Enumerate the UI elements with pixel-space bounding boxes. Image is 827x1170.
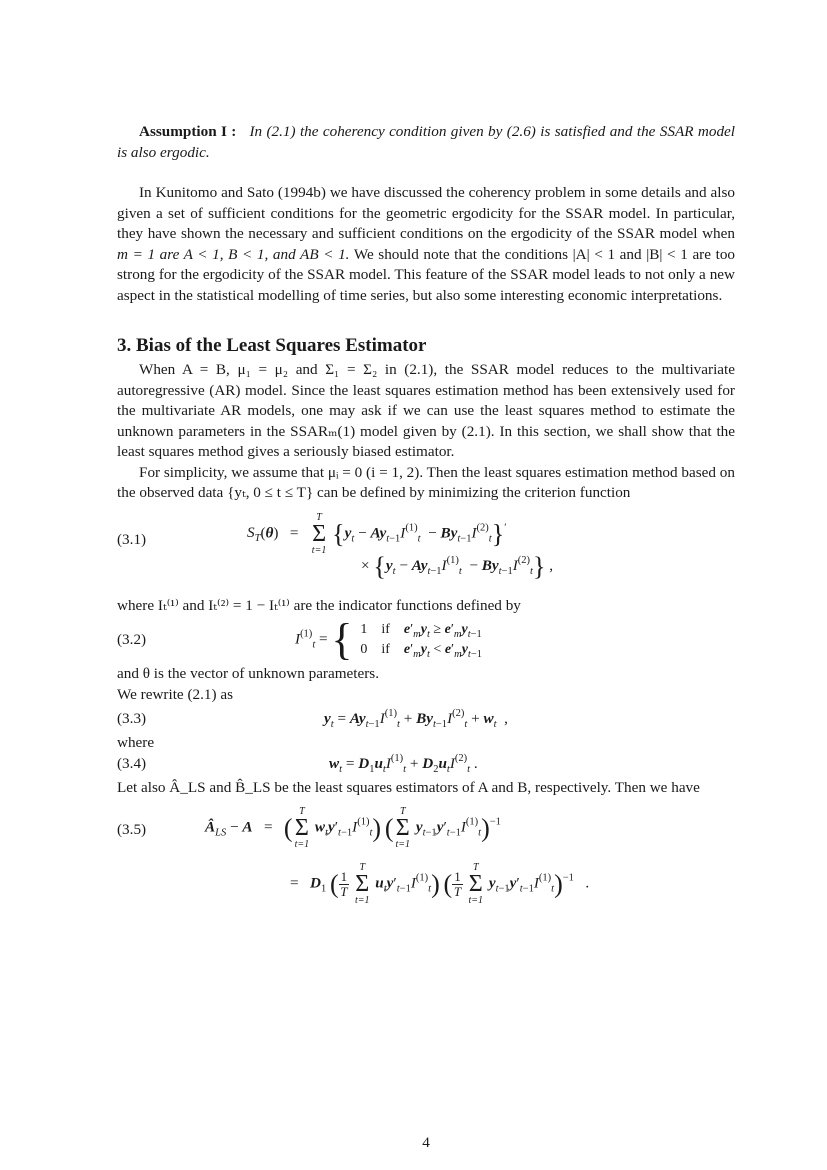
ls-bias-line2: = $D_1$ ( $\frac{1}{T}$ T Σ t=1 $u_ty'_{t-1}I^{(1)}_t$) ( $\frac{1}{T}$ T Σ t=1 $y_{t-1}y'_{t-1}I^{(1)}_t)^{-1}$ . xyxy=(290,862,590,906)
indicator-definition: $I^{(1)}_t$ = { 1 if $e'_my_t \ge e'_my_{t-1}$ 0 if $e'_my_t < e'_my_{t-1}$ xyxy=(295,615,482,664)
kunitomo-text-1: In Kunitomo and Sato (1994b) we have discussed the coherency problem in some details and also given a set of sufficient conditions for the geometric ergodicity for the SSAR model. In particular, they have shown the necessary and sufficient conditions on the ergodicity of the SSAR model when xyxy=(117,184,735,242)
ergodicity-conditions: m = 1 are A < 1, B < 1, and AB < 1. xyxy=(117,245,350,263)
where-sentence: where xyxy=(117,734,155,751)
criterion-function-line2: × $\{y_t - Ay_{t-1}I^{(1)}_t - By_{t-1}I^{(2)}_t\}$ , xyxy=(361,551,554,581)
equation-number: (3.4) xyxy=(117,754,147,772)
assumption-text: In (2.1) the coherency condition given by (2.6) is satisfied and the SSAR model is also ergodic. xyxy=(117,123,736,161)
indicator-intro: where Iₜ⁽¹⁾ and Iₜ⁽²⁾ = 1 − Iₜ⁽¹⁾ are the indicator functions defined by xyxy=(117,596,521,614)
case-value-1: 1 xyxy=(360,622,368,637)
section-title: 3. Bias of the Least Squares Estimator xyxy=(117,335,427,356)
case-value-0: 0 xyxy=(360,642,368,657)
equation-number: (3.5) xyxy=(117,821,147,838)
equation-3-5 xyxy=(117,806,735,916)
case-if-1: if xyxy=(381,622,390,637)
kunitomo-paragraph xyxy=(117,183,735,306)
equation-3-4 xyxy=(117,754,735,778)
kunitomo-text-2: We should note that the conditions |A| < 1 and |B| < 1 are too strong for the ergodicity of the SSAR model. This feature of the SSAR model leads to not only a new aspect in the statistical modelling of time series, but also some interesting economic interpretations. xyxy=(117,245,736,304)
let-also-sentence: Let also Â_LS and B̂_LS be the least squares estimators of A and B, respectively. Then we have xyxy=(117,778,700,796)
equation-number: (3.2) xyxy=(117,631,147,648)
w-definition: $w_t = D_1u_tI^{(1)}_t + D_2u_tI^{(2)}_t$ . xyxy=(329,752,478,775)
ssar-rewritten: $y_t = Ay_{t-1}I^{(1)}_t + By_{t-1}I^{(2)}_t + w_t$ , xyxy=(324,708,508,730)
case-if-2: if xyxy=(381,642,390,657)
simplicity-paragraph: For simplicity, we assume that μᵢ = 0 (i = 1, 2). Then the least squares estimation method based on the observed data {yₜ, 0 ≤ t ≤ T} can be defined by minimizing the criterion function xyxy=(117,463,735,501)
equation-3-3 xyxy=(117,705,735,733)
page-content xyxy=(117,122,736,1151)
page-number: 4 xyxy=(422,1134,430,1151)
equation-3-1 xyxy=(117,512,735,594)
rewrite-sentence: We rewrite (2.1) as xyxy=(117,685,234,703)
ls-bias-line1: $Â_{LS} - A$ = ( T Σ t=1 $w_ty'_{t-1}I^{(1)}_t$) ( T Σ t=1 $y_{t-1}y'_{t-1}I^{(1)}_t)^{-1}$ xyxy=(205,806,501,850)
assumption-label: Assumption I : xyxy=(139,123,237,140)
equation-3-2 xyxy=(117,615,735,664)
theta-sentence: and θ is the vector of unknown parameters. xyxy=(117,665,380,682)
equation-number: (3.3) xyxy=(117,710,147,727)
bias-paragraph: When A = B, μ₁ = μ₂ and Σ₁ = Σ₂ in (2.1), the SSAR model reduces to the multivariate autoregressive (AR) model. Since the least squares estimation method has been extensively used for the multivariate AR models, one may ask if we can use the least squares method to estimate the unknown parameters in the SSARₘ(1) model given by (2.1). In this section, we shall show that the least squares method gives a seriously biased estimator. xyxy=(117,361,735,460)
assumption-paragraph xyxy=(117,122,735,163)
equation-number: (3.1) xyxy=(117,530,147,548)
criterion-function-line1: $S_T(\theta)$ = T Σ t=1 $\{y_t - Ay_{t-1}I^{(1)}_t - By_{t-1}I^{(2)}_t\}'$ xyxy=(247,511,507,556)
